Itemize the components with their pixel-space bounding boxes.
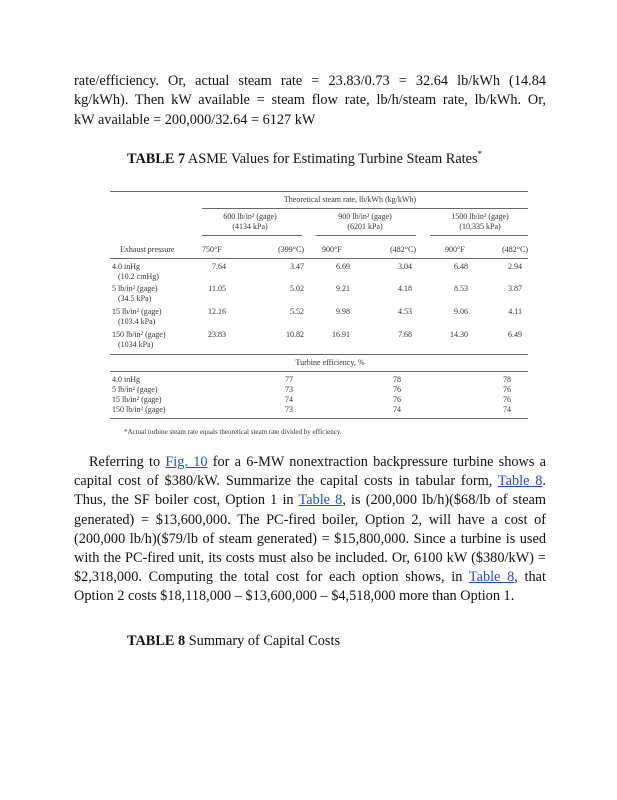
table8-caption-label: TABLE 8 xyxy=(127,633,186,649)
section2-top-rule xyxy=(110,354,528,355)
cell: 7.68 xyxy=(398,330,412,339)
table8-link-2[interactable]: Table 8 xyxy=(298,492,343,509)
intro-line-1: rate/efficiency. Or, actual steam rate = 23.83/0.73 = 32.64 lb/kWh (14.84 xyxy=(74,73,546,89)
table7-caption-mark: * xyxy=(477,149,483,159)
cell: 74 xyxy=(285,395,293,404)
table8-caption-text: Summary of Capital Costs xyxy=(185,633,341,649)
cell: 77 xyxy=(285,375,293,384)
cell: 3.87 xyxy=(508,284,522,293)
row-label: 4.0 inHg xyxy=(112,262,140,271)
group2-line1: 900 lb/in² (gage) xyxy=(338,212,392,221)
temp-4: (482°C) xyxy=(390,245,416,254)
cell: 4.53 xyxy=(398,307,412,316)
temp-1: 750°F xyxy=(202,245,222,254)
cell: 3.04 xyxy=(398,262,412,271)
cell: 8.53 xyxy=(454,284,468,293)
section2-title: Turbine efficiency, % xyxy=(295,358,365,367)
row-label-sub: (34.5 kPa) xyxy=(118,294,152,303)
intro-paragraph xyxy=(74,72,546,130)
row-label: 5 lb/in² (gage) xyxy=(112,284,158,293)
cell: 78 xyxy=(393,375,401,384)
cell: 7.64 xyxy=(212,262,226,271)
row-label: 150 lb/in² (gage) xyxy=(112,330,166,339)
row-label-sub: (1034 kPa) xyxy=(118,340,154,349)
cell: 4.11 xyxy=(508,307,522,316)
cell: 5.02 xyxy=(290,284,304,293)
cell: 5.52 xyxy=(290,307,304,316)
cell: 10.82 xyxy=(286,330,304,339)
cell: 76 xyxy=(393,385,401,394)
body-text-1: Referring to xyxy=(89,454,166,470)
group3-rule xyxy=(430,235,528,236)
group2-rule xyxy=(316,235,416,236)
table7-footnote: *Actual turbine steam rate equals theoretical steam rate divided by efficiency. xyxy=(124,428,342,436)
table7-caption-text: ASME Values for Estimating Turbine Steam Rates xyxy=(185,150,478,167)
row-label: 5 lb/in² (gage) xyxy=(112,385,158,394)
temp-2: (399°C) xyxy=(278,245,304,254)
cell: 3.47 xyxy=(290,262,304,271)
cell: 12.16 xyxy=(208,307,226,316)
group1-line1: 600 lb/in² (gage) xyxy=(223,212,277,221)
cell: 4.18 xyxy=(398,284,412,293)
cell: 76 xyxy=(503,385,511,394)
cell: 78 xyxy=(503,375,511,384)
section1-rule xyxy=(202,208,528,209)
temp-5: 900°F xyxy=(445,245,465,254)
table8-link-1[interactable]: Table 8 xyxy=(497,473,543,490)
temp-6: (482°C) xyxy=(502,245,528,254)
row-label: 4.0 inHg xyxy=(112,375,140,384)
group1-rule xyxy=(202,235,302,236)
header-bottom-rule xyxy=(110,258,528,259)
table8-caption xyxy=(127,632,340,650)
cell: 74 xyxy=(503,405,511,414)
cell: 73 xyxy=(285,405,293,414)
group1-line2: (4134 kPa) xyxy=(232,222,268,231)
row-label: 15 lb/in² (gage) xyxy=(112,395,162,404)
fig10-link[interactable]: Fig. 10 xyxy=(165,454,208,470)
temp-3: 900°F xyxy=(322,245,342,254)
cell: 14.30 xyxy=(450,330,468,339)
intro-line-2: kg/kWh). Then kW available = steam flow rate, lb/h/steam rate, lb/kWh. Or, xyxy=(74,92,546,109)
cell: 76 xyxy=(393,395,401,404)
cell: 16.91 xyxy=(332,330,350,339)
table7-caption-label: TABLE 7 xyxy=(127,150,186,167)
table7-top-rule xyxy=(110,191,528,192)
body-text-5: , that Option 2 costs $18,118,000 – $13,600,000 – $4,518,000 more than Option 1. xyxy=(74,569,546,605)
cell: 2.94 xyxy=(508,262,522,271)
cell: 9.21 xyxy=(336,284,350,293)
group3-line1: 1500 lb/in² (gage) xyxy=(451,212,509,221)
cell: 9.06 xyxy=(454,307,468,316)
body-text-3: . Thus, the SF boiler cost, Option 1 in xyxy=(74,473,546,509)
row-label-sub: (10.2 cmHg) xyxy=(118,272,159,281)
cell: 6.49 xyxy=(508,330,522,339)
cell: 73 xyxy=(285,385,293,394)
section2-bottom-rule xyxy=(110,371,528,372)
row-label: 15 lb/in² (gage) xyxy=(112,307,162,316)
body-paragraph xyxy=(74,453,546,607)
table8-link-3[interactable]: Table 8 xyxy=(468,569,515,586)
body-text xyxy=(74,453,546,607)
cell: 23.83 xyxy=(208,330,226,339)
table7-caption xyxy=(127,145,482,168)
table7-image xyxy=(110,191,528,439)
cell: 6.69 xyxy=(336,262,350,271)
body-text-4: , is (200,000 lb/h)($68/lb of steam generated) = $13,600,000. The PC-fired boiler, Option 2, will have a cost of (200,000 lb/h)($79/lb of steam generated) = $15,800,000. Since a turbine is used with the PC-fired unit, its costs must also be included. Or, 6100 kW ($380/kW) = $2,318,000. Computing the total cost for each option shows, in xyxy=(74,492,547,586)
row-label-sub: (103.4 kPa) xyxy=(118,317,156,326)
group3-line2: (10,335 kPa) xyxy=(459,222,501,231)
row-label: 150 lb/in² (gage) xyxy=(112,405,166,414)
section1-title: Theoretical steam rate, lb/kWh (kg/kWh) xyxy=(283,195,417,204)
intro-line-3: kW available = 200,000/32.64 = 6127 kW xyxy=(74,111,316,128)
cell: 6.48 xyxy=(454,262,468,271)
table7-bottom-rule xyxy=(110,418,528,419)
cell: 74 xyxy=(393,405,401,414)
exhaust-header: Exhaust pressure xyxy=(120,245,175,254)
cell: 76 xyxy=(503,395,511,404)
group2-line2: (6201 kPa) xyxy=(347,222,383,231)
cell: 9.98 xyxy=(336,307,350,316)
body-text-2: for a 6-MW nonextraction backpressure turbine shows a capital cost of $380/kW. Summarize the capital costs in tabular form, xyxy=(74,454,546,490)
cell: 11.05 xyxy=(208,284,226,293)
